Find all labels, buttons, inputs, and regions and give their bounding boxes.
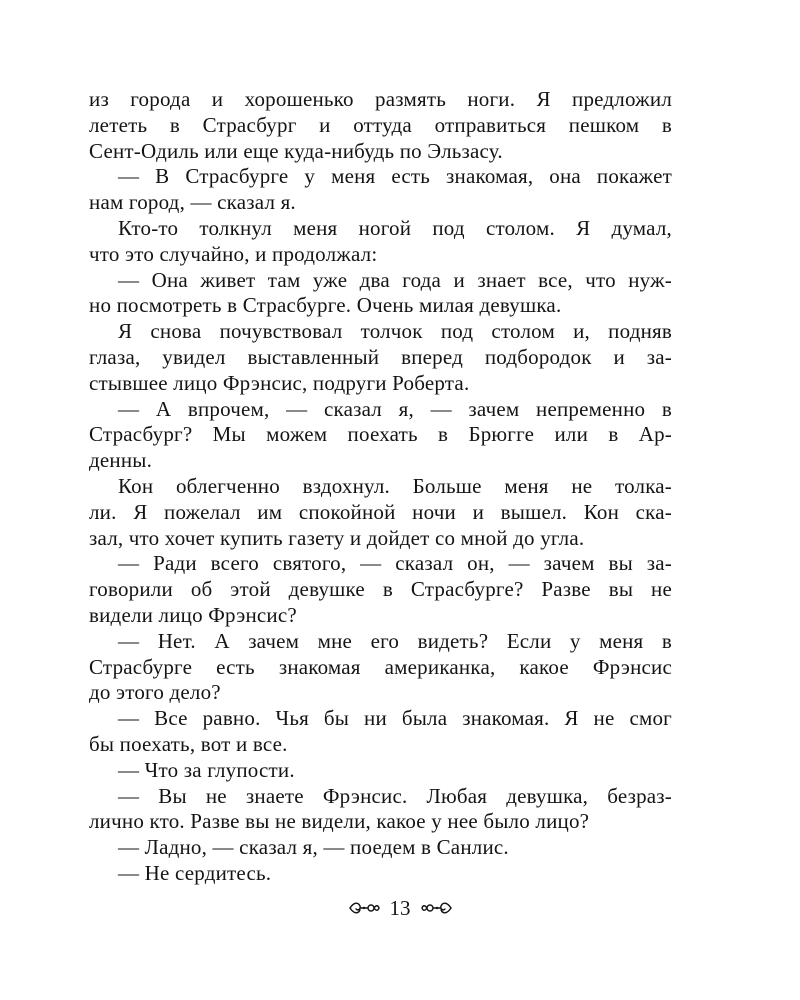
text-line: ли. Я пожелал им спокойной ночи и вышел. Кон ска- [89, 499, 672, 524]
text-line: зал, что хочет купить газету и дойдет со мной до угла. [89, 525, 585, 550]
text-line: — Ладно, — сказал я, — поедем в Санлис. [118, 835, 509, 860]
text-line: лететь в Страсбург и оттуда отправиться пешком в [89, 112, 672, 137]
text-line: Страсбург? Мы можем поехать в Брюгге или в Ар- [89, 422, 672, 447]
text-line: — Ради всего святого, — сказал он, — зачем вы за- [118, 551, 672, 576]
text-line: но посмотреть в Страсбурге. Очень милая девушка. [89, 293, 562, 318]
text-line: денны. [89, 448, 153, 473]
ornament-left-icon [348, 900, 380, 916]
text-line: лично кто. Разве вы не видели, какое у нее было лицо? [89, 809, 590, 834]
text-line: видели лицо Фрэнсис? [89, 602, 297, 627]
text-line: стывшее лицо Фрэнсис, подруги Роберта. [89, 370, 470, 395]
text-line: — А впрочем, — сказал я, — зачем непременно в [118, 396, 672, 421]
text-line: — Все равно. Чья бы ни была знакомая. Я не смог [118, 706, 672, 731]
page-number: 13 [389, 895, 411, 920]
text-line: — Вы не знаете Фрэнсис. Любая девушка, безраз- [118, 783, 672, 808]
text-line: — Не сердитесь. [118, 860, 272, 885]
text-line: говорили об этой девушке в Страсбурге? Разве вы не [89, 577, 672, 602]
ornament-right-icon [421, 900, 453, 916]
text-line: Сент-Одиль или еще куда-нибудь по Эльзасу. [89, 138, 503, 163]
body-text [89, 87, 672, 887]
text-line: что это случайно, и продолжал: [89, 241, 378, 266]
text-line: Страсбурге есть знакомая американка, какое Фрэнсис [89, 654, 672, 679]
page-footer [0, 893, 800, 923]
text-line: — Нет. А зачем мне его видеть? Если у меня в [118, 628, 672, 653]
text-line: Кон облегченно вздохнул. Больше меня не толка- [118, 473, 672, 498]
text-line: глаза, увидел выставленный вперед подбородок и за- [89, 344, 672, 369]
text-line: Я снова почувствовал толчок под столом и, подняв [118, 319, 672, 344]
text-line: — Она живет там уже два года и знает все, что нуж- [118, 267, 672, 292]
text-line: — Что за глупости. [118, 757, 295, 782]
text-line: Кто-то толкнул меня ногой под столом. Я думал, [118, 215, 672, 240]
text-line: до этого дело? [89, 680, 221, 705]
text-line: — В Страсбурге у меня есть знакомая, она покажет [118, 164, 672, 189]
text-line: нам город, — сказал я. [89, 190, 296, 215]
text-line: из города и хорошенько размять ноги. Я предложил [89, 87, 672, 111]
text-line: бы поехать, вот и все. [89, 731, 288, 756]
